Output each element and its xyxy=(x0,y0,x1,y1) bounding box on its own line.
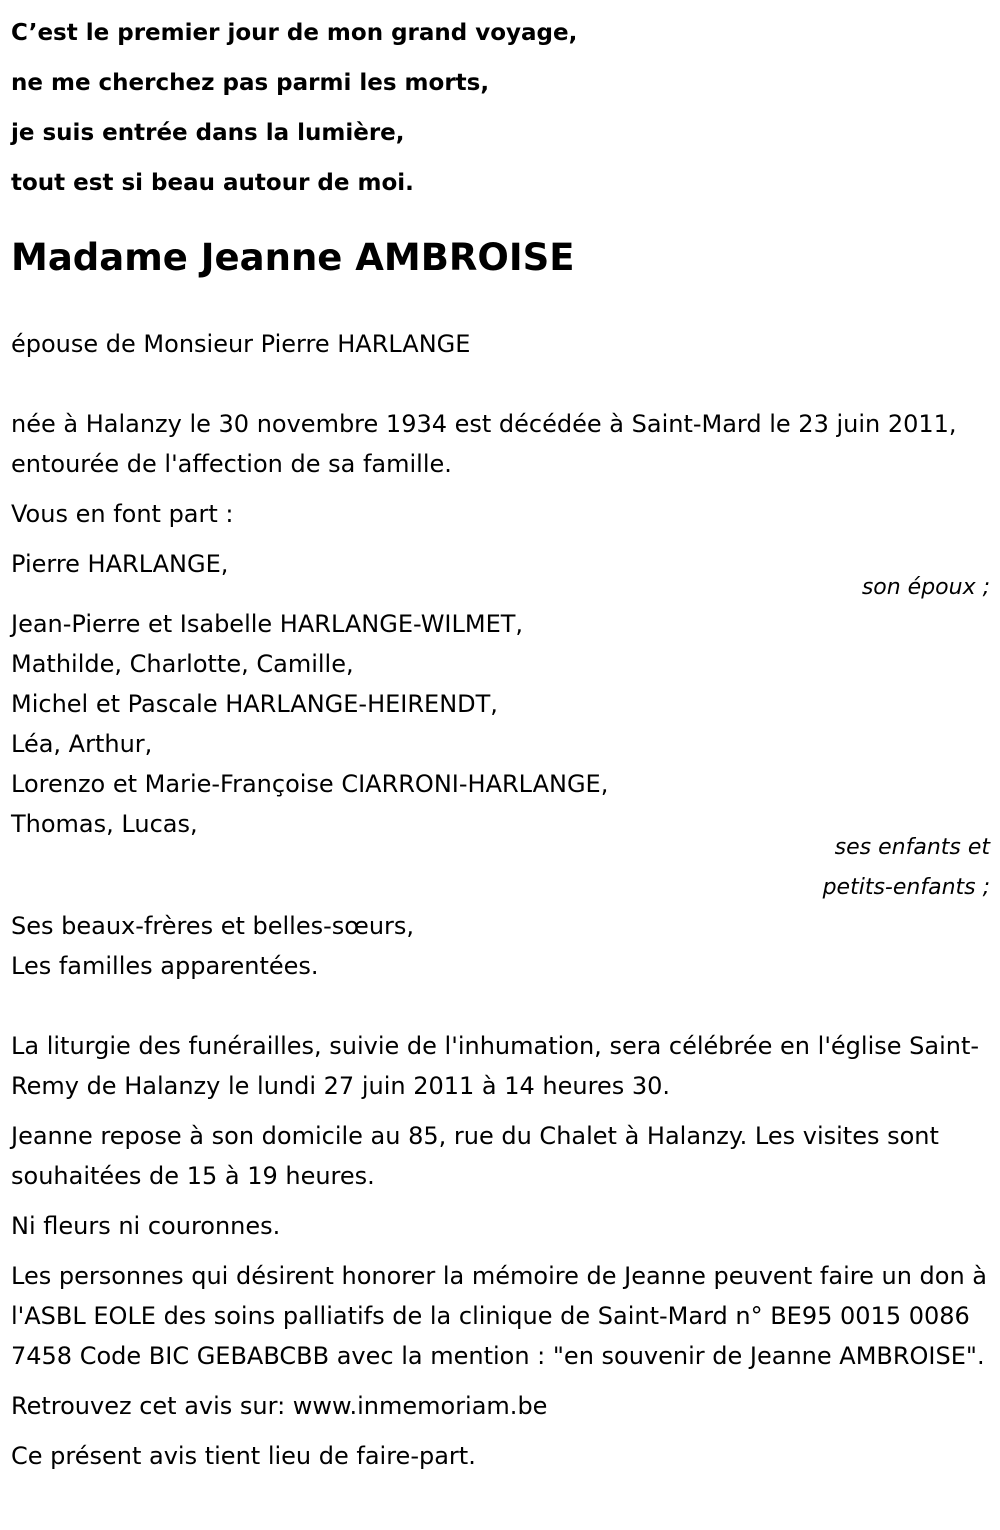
relation-line: petits-enfants ; xyxy=(822,875,990,900)
ceremony-text: La liturgie des funérailles, suivie de l'inhumation, sera célébrée en l'église Saint-Remy de Halanzy le lundi 27 juin 2011 à 14 heures 30. xyxy=(11,1032,980,1100)
no-flowers-text: Ni fleurs ni couronnes. xyxy=(11,1212,281,1240)
family-name: Thomas, Lucas, xyxy=(11,810,198,838)
family-name: Ses beaux-frères et belles-sœurs, xyxy=(11,912,415,940)
family-name: Lorenzo et Marie-Françoise CIARRONI-HARLANGE, xyxy=(11,770,609,798)
relation-line: son époux ; xyxy=(861,575,990,600)
relation-line: ses enfants et xyxy=(834,835,990,860)
other-family xyxy=(11,906,990,986)
birth-death-text: née à Halanzy le 30 novembre 1934 est décédée à Saint-Mard le 23 juin 2011, entourée de l'affection de sa famille. xyxy=(11,410,957,478)
poem xyxy=(11,0,990,208)
announce-intro: Vous en font part : xyxy=(11,500,234,528)
closing-text: Ce présent avis tient lieu de faire-part. xyxy=(11,1442,476,1470)
poem-line: ne me cherchez pas parmi les morts, xyxy=(11,70,490,96)
deceased-name: Madame Jeanne AMBROISE xyxy=(11,236,575,279)
donation-text: Les personnes qui désirent honorer la mémoire de Jeanne peuvent faire un don à l'ASBL EOLE des soins palliatifs de la clinique de Saint-Mard n° BE95 0015 0086 7458 Code BIC GEBABCBB avec la mention : "en souvenir de Jeanne AMBROISE". xyxy=(11,1262,987,1370)
family-name: Michel et Pascale HARLANGE-HEIRENDT, xyxy=(11,690,498,718)
visitation-text: Jeanne repose à son domicile au 85, rue du Chalet à Halanzy. Les visites sont souhaitées de 15 à 19 heures. xyxy=(11,1122,939,1190)
children-group xyxy=(11,604,990,844)
website-line: Retrouvez cet avis sur: www.inmemoriam.be xyxy=(11,1392,548,1420)
poem-line: tout est si beau autour de moi. xyxy=(11,170,414,196)
family-name: Mathilde, Charlotte, Camille, xyxy=(11,650,354,678)
family-name: Les familles apparentées. xyxy=(11,952,319,980)
family-name: Léa, Arthur, xyxy=(11,730,153,758)
obituary-notice xyxy=(11,0,990,1476)
poem-line: je suis entrée dans la lumière, xyxy=(11,120,405,146)
poem-line: C’est le premier jour de mon grand voyage, xyxy=(11,20,578,46)
spouse-line: épouse de Monsieur Pierre HARLANGE xyxy=(11,330,471,358)
family-name: Jean-Pierre et Isabelle HARLANGE-WILMET, xyxy=(11,610,524,638)
family-name: Pierre HARLANGE, xyxy=(11,550,229,578)
